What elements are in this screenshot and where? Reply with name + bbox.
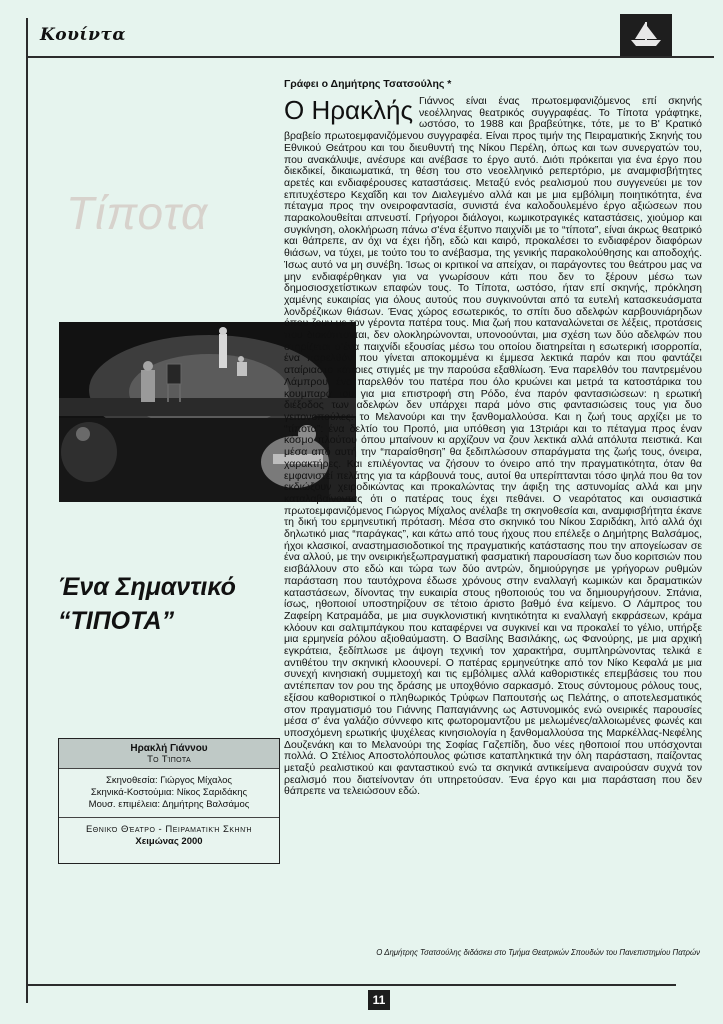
production-credits-box [58, 738, 280, 864]
credits-play-title: Το Τίποτα [147, 754, 191, 765]
article-dropcap: Ο Ηρακλής [284, 96, 414, 125]
logo-text: Κουίντα [40, 25, 126, 45]
credits-line: Σκηνοθεσία: Γιώργος Μίχαλος [106, 775, 232, 786]
ship-icon [620, 14, 672, 56]
article-subtitle [58, 570, 258, 638]
credits-crew [59, 769, 279, 818]
subtitle-line-2: “ΤΙΠΟΤΑ” [58, 607, 175, 635]
credits-season: Χειμώνας 2000 [135, 836, 203, 847]
top-border-rule [26, 56, 714, 58]
credits-footer [59, 818, 279, 848]
byline: Γράφει ο Δημήτρης Τσατσούλης * [284, 78, 452, 90]
page-number: 11 [368, 990, 390, 1010]
credits-header [59, 739, 279, 769]
left-border-rule [26, 18, 28, 1003]
bottom-border-rule [26, 984, 676, 986]
article-body [284, 96, 702, 938]
credits-theatre: Εθνικό Θέατρο - Πειραματική Σκηνή [85, 824, 253, 835]
magazine-logo [40, 22, 128, 48]
author-footnote: Ο Δημήτρης Τσατσούλης διδάσκει στο Τμήμα Θεατρικών Σπουδών του Πανεπιστημίου Πατρών [376, 948, 700, 957]
subtitle-line-1: Ένα Σημαντικό [58, 573, 236, 601]
article-text: Γιάννος είναι ένας πρωτοεμφανιζόμενος επί σκηνής νεοέλληνας θεατρικός συγγραφέας. Το Τίποτα γράφτηκε, ωστόσο, το 1988 και βραβεύτηκε, τότε, με το Β' Κρατικό βραβείο πρωτοεμφανιζόμενου συγγραφέα. Είναι προς τιμήν της Πειραματικής Σκηνής του Εθνικού Θεάτρου και του διευθυντή της Νίκου Περέλη, όπως και των συνεργατών του, που ανακάλυψε, ανέσυρε και ανέβασε το έργο αυτό. Διότι πρόκειται για ένα έργο που διεκδικεί, δικαιωματικά, τη θέση του στο νεοελληνικό ρεπερτόριο, με αναμφισβήτητες αρετές και ενδιαφέρουσες καταστάσεις. Μεταξύ ενός ρεαλισμού που συγγενεύει με τον επιτυχέστερο Κεχαΐδη και τον Διαλεγμένο αλλά και με μια εμβόλιμη ποιητικότητα, ένα πέταγμα προς την ονειροφαντασία, συνιστά ένα καλοδουλεμένο έργο αξιώσεων που παρακολουθείται απνευστί. Γρήγοροι διάλογοι, κωμικοτραγικές καταστάσεις, χιούμορ και συγκίνηση, ολοκλήρωση πάνω σ'ένα έξυπνο παιχνίδι με το “τίποτα”, είναι άκρως θεατρικό και θάπρεπε, αν όχι να έχει ήδη, εδώ και καιρό, προκαλέσει το ενδιαφέρον διαφόρων θιάσων, να τύχει, με τούτο του το ανέβασμα, της γενικής παρακολούθησης και αποδοχής. Ίσως αυτό να μη συνέβη. Ίσως οι κριτικοί να απείχαν, οι παράγοντες του θεάτρου μας να μην ενδιαφέρθηκαν για να γνωρίσουν κάτι που δεν το ξέρουν μέσω των δημοσιοσχετίστικων επαφών τους. Το Τίποτα, ωστόσο, ήταν επί σκηνής, πρόκληση χαμένης ευκαιρίας για όλους αυτούς που συγκινούνται από τα ευτελή κατασκευάσματα λονδρέζικων θιάσων. Ένας χώρος εσωτερικός, το σπίτι δυο αδελφών καρβουνιάρηδων όπου ζουν με τον γέροντα πατέρα τους. Μια ζωή που καταναλώνεται σε λέξεις, προτάσεις που διακόπτονται, δεν ολοκληρώνονται, υπονοούνται, μια σχέση των δύο αδελφών που στηρίζεται σ'ένα παιχνίδι εξουσίας μέσω του οποίου διατηρείται η εσωτερική ισορροπία, ένα παρελθόν που γίνεται αποκομμένα κι έμμεσα λεκτικά παρόν και που φαντάζει αταίριαστο κάποιες στιγμές με την παρούσα εξαθλίωση. Ένα παρελθόν του παντρεμένου Λάμπρου, ένα παρελθόν του πατέρα που όλο κρυώνει και μετρά τα κατοστάρικα του κουμπαρά του για μια επιστροφή στη Ρόδο, ένα παρόν φαντασιώσεων: η ερωτική διέξοδος των αδελφών δεν υπάρχει παρά μόνο στις φαντασιώσεις τους για δυο γειτονοπούλες: το Μελανούρι και την ξανθομαλλούσα. Και η ζωή τους αρχίζει με το “τίποτα”: ένα δελτίο του Προπό, μια υπόθεση για 13τριάρι και το πέταγμα προς έναν κόσμο πλούτου όπου μπαίνουν κι αρχίζουν να ζουν λεκτικά αλλά απόλυτα πειστικά. Και μέσα από αυτή την “παραίσθηση” θα ξεδιπλώσουν σπαράγματα της ζωής τους, όνειρα, χαρακτήρες. Και επιλέγοντας να ζήσουν το όνειρο από την πραγματικότητα, όταν θα εμφανιστεί πελάτης για τα κάρβουνά τους, αυτοί θα υπερίπτανται τόσο ψηλά που θα τον εκδιώξουν χειροδικώντας και προκαλώντας την άφιξη της αστυνομίας αλλά και μην καταλαβαίνοντας ότι ο πατέρας τους έχει πεθάνει. Ο νεαρότατος και ουσιαστικά πρωτοεμφανιζόμενος Γιώργος Μίχαλος ανέλαβε τη σκηνοθεσία και, αναμφισβήτητα έκανε τη δική του ερμηνευτική πρόταση. Μέσα στο σκηνικό του Νίκου Σαριδάκη, λιτό αλλά όχι δηλωτικό μιας “παράγκας”, και κάτω από τους ήχους που επέλεξε ο Δημήτρης Βαλσάμος, ήχοι κλασικοί, αναστημασιοδοτικοί της πραγματικής κατάστασης που την απογείωσαν σε ένα αλλού, με την ονειρικήεξωπραγματική φασματική παρουσίαση των δυο κοριτσιών που εισβάλλουν στο εδώ και τώρα των δύο αντρών, δημιούργησε με γρήγορων ρυθμών παράσταση που ταυτόχρονα έδωσε χρόνους στην εναλλαγή κωμικών και δραματικών καταστάσεων, δίνοντας την ευκαιρία στους ηθοποιούς του να δημιουργήσουν. Σπάνια, ίσως, ηθοποιοί υποστηρίζουν σε τέτοιο άριστο βαθμό ένα κείμενο. Ο Λάμπρος του Ζαφείρη Κατραμάδα, με μια συγκλονιστική κινητικότητα κι εναλλαγή εκφράσεων, κράμα κλόουν και σαλτιμπάγκου που καταφέρνει να συγκινεί και να προκαλεί το γέλιο, υπήρξε μια ερμηνεία ρόλου αξιοθαύμαστη. Ο Βασίλης Βασιλάκης, ως Φανούρης, με μια αρχική εγκράτεια, ξεδίπλωσε με άψογη τεχνική τον χαρακτήρα, συμπληρώνοντας τελικά ε αντιθέτου την σκηνική κλοουνερί. Ο πατέρας ερμηνεύτηκε από τον Νίκο Κεφαλά με μια συνεχή κινησιακή συμμετοχή και τις εμβόλιμες αλλά καθοριστικές επεμβάσεις του που αντέπεπαν τον ρου της δράσης με υποχθόνιο σαρκασμό. Στους σύντομους ρόλους τους, εξίσου καθοριστικοί ο πληθωρικός Τρύφων Παπουτσής ως Πελάτης, ο αποτελεσματικός στον πραγματισμό του Γιάννης Παπαγιάννης ως Αστυνομικός ενώ ονειρικές παρουσίες μέσα σ' ένα γαλάζιο σύννεφο κιτς φωτορομαντζου με μελωμένες/αλλοιωμένες φωνές και υποσχόμενη ερωτικής ψυχέλεας κινησιολογία η ξανθομαλλούσα της Μαρκέλλας-Νεφέλης Δουζενάκη και το Μελανούρι της Σοφίας Γαζεπίδη, δυο νέες ηθοποιοί που υπόσχονται πολλά. Ο Στέλιος Αποστολόπουλος φώτισε καταπληκτικά την όλη παράσταση, παίζοντας μεταξύ ρεαλιστικού και φανταστικού ενώ τα σκηνικά αντικείμενα αναιρούσαν συχνά τον ρεαλισμό που διατείνονταν ότι υπηρετούσαν. Ένα έργο και μια παράσταση που δεν θάπρεπε να τελειώσουν εδώ. [284, 96, 702, 798]
credits-line: Μουσ. επιμέλεια: Δημήτρης Βαλσάμος [88, 799, 250, 810]
credits-author: Ηρακλή Γιάννου [130, 743, 208, 754]
article-title: Τίποτα [66, 187, 209, 239]
credits-line: Σκηνικά-Κοστούμια: Νίκος Σαριδάκης [90, 787, 248, 798]
